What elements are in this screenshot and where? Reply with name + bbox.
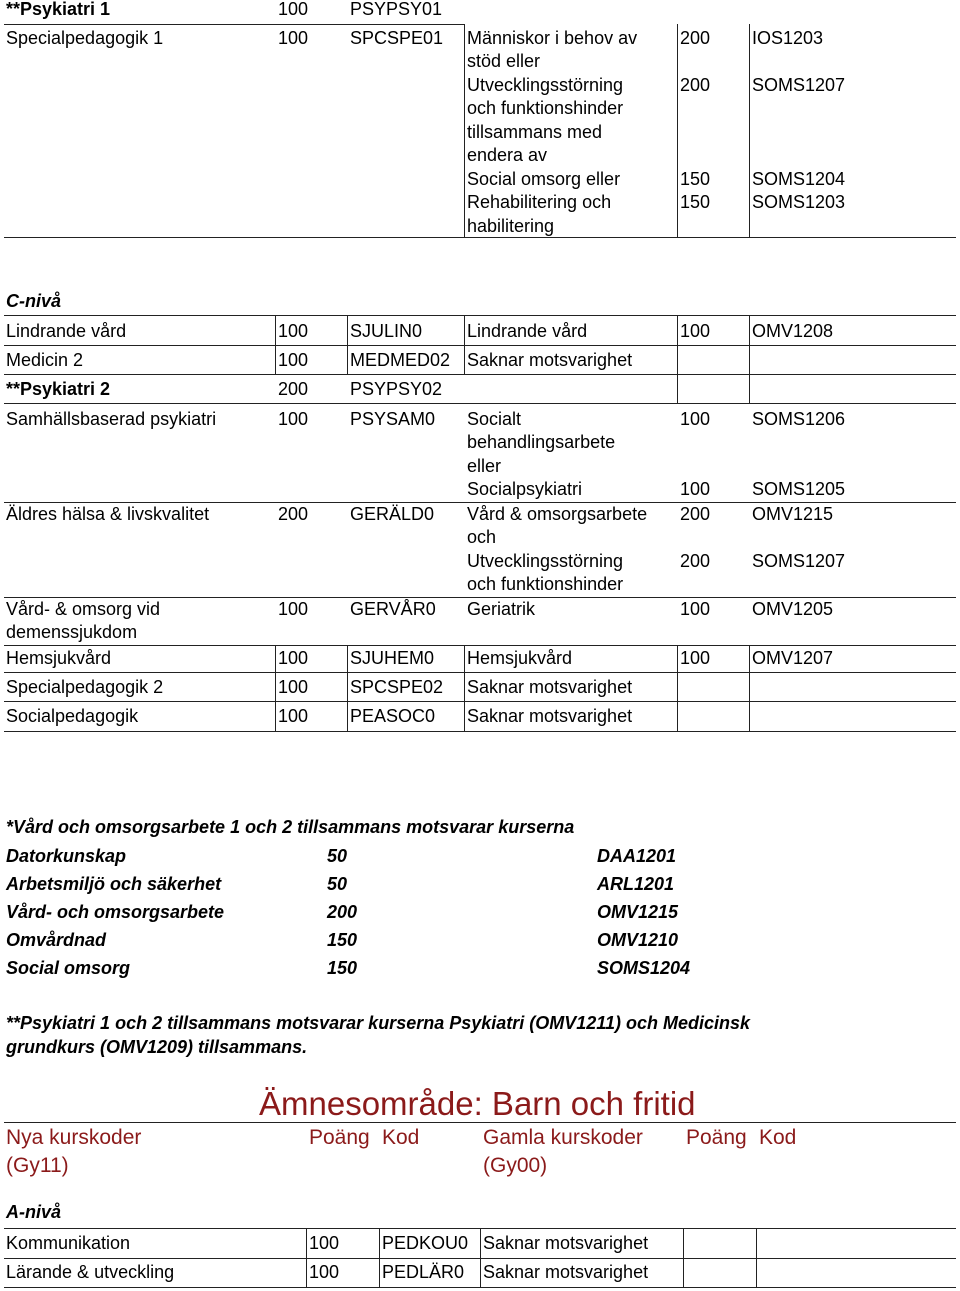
course-code: PSYSAM0 (350, 409, 436, 429)
course-code: PEDKOU0 (382, 1233, 469, 1253)
course-code: SPCSPE02 (350, 677, 444, 697)
course-name: Samhällsbaserad psykiatri (6, 409, 217, 429)
course-points: 100 (278, 648, 309, 668)
note-course-points: 50 (327, 846, 348, 866)
row-divider (4, 672, 956, 673)
col-divider (749, 315, 750, 403)
course-code: SJUHEM0 (350, 648, 435, 668)
old-course-code: SOMS1203 (752, 192, 846, 212)
course-name: Socialpedagogik (6, 706, 139, 726)
course-name: **Psykiatri 1 (6, 0, 111, 19)
header-code: Kod (382, 1126, 420, 1149)
course-points: 200 (278, 504, 309, 524)
old-course-line: behandlingsarbete (467, 432, 616, 452)
old-course-code: IOS1203 (752, 28, 824, 48)
course-name: Specialpedagogik 1 (6, 28, 164, 48)
old-course: Saknar motsvarighet (467, 677, 633, 697)
old-course-points: 150 (680, 169, 711, 189)
note-course-code: SOMS1204 (597, 958, 691, 978)
course-code: PSYPSY02 (350, 379, 443, 399)
level-heading: C-nivå (6, 291, 62, 311)
header-old-courses: (Gy00) (483, 1154, 548, 1177)
course-name: Medicin 2 (6, 350, 84, 370)
col-divider (275, 315, 276, 374)
old-course-line: stöd eller (467, 51, 541, 71)
header-points: Poäng (309, 1126, 370, 1149)
col-divider (480, 1228, 481, 1287)
old-course-line: Vård & omsorgsarbete (467, 504, 648, 524)
old-course-points: 100 (680, 599, 711, 619)
header-old-points: Poäng (686, 1126, 747, 1149)
old-course-code: SOMS1207 (752, 551, 846, 571)
old-course: Lindrande vård (467, 321, 588, 341)
header-new-courses: (Gy11) (6, 1154, 69, 1177)
col-divider (275, 645, 276, 731)
note-course-code: OMV1210 (597, 930, 679, 950)
old-course: Saknar motsvarighet (467, 350, 633, 370)
note-course-name: Social omsorg (6, 958, 131, 978)
old-course-line: och funktionshinder (467, 98, 624, 118)
old-course: Saknar motsvarighet (483, 1262, 649, 1282)
old-course-line: habilitering (467, 216, 555, 236)
course-points: 100 (278, 706, 309, 726)
course-points: 100 (309, 1233, 340, 1253)
course-name-line: demenssjukdom (6, 622, 138, 642)
old-course-points: 200 (680, 551, 711, 571)
course-code: GERVÅR0 (350, 599, 436, 619)
course-points: 100 (278, 321, 309, 341)
old-course: Saknar motsvarighet (483, 1233, 649, 1253)
col-divider (306, 1228, 307, 1287)
row-divider (4, 701, 956, 702)
course-name-line: Vård- & omsorg vid (6, 599, 161, 619)
note-course-points: 50 (327, 874, 348, 894)
old-course-line: och (467, 527, 497, 547)
row-divider (4, 374, 956, 375)
note-line: **Psykiatri 1 och 2 tillsammans motsvarar kurserna Psykiatri (OMV1211) och Medicinsk (6, 1013, 751, 1033)
course-points: 100 (278, 599, 309, 619)
old-course-points: 100 (680, 409, 711, 429)
row-divider (4, 645, 956, 646)
row-divider (4, 1122, 956, 1123)
old-course-points: 100 (680, 479, 711, 499)
course-points: 100 (278, 28, 309, 48)
note-course-code: ARL1201 (597, 874, 675, 894)
old-course-code: SOMS1205 (752, 479, 846, 499)
old-course: Geriatrik (467, 599, 536, 619)
col-divider (677, 315, 678, 403)
course-points: 100 (309, 1262, 340, 1282)
note-course-name: Datorkunskap (6, 846, 127, 866)
course-code: GERÄLD0 (350, 504, 435, 524)
col-divider (749, 645, 750, 731)
row-divider (4, 315, 956, 316)
old-course-line: Social omsorg eller (467, 169, 621, 189)
old-course-line: och funktionshinder (467, 574, 624, 594)
row-divider (4, 403, 956, 404)
col-divider (677, 645, 678, 731)
course-points: 200 (278, 379, 309, 399)
note-course-points: 150 (327, 930, 358, 950)
old-course-code: SOMS1206 (752, 409, 846, 429)
old-course-points: 100 (680, 321, 711, 341)
old-course-line: Socialt (467, 409, 522, 429)
note-course-code: OMV1215 (597, 902, 679, 922)
header-new-courses: Nya kurskoder (6, 1126, 142, 1149)
course-code: SPCSPE01 (350, 28, 444, 48)
old-course-code: OMV1205 (752, 599, 834, 619)
old-course: Hemsjukvård (467, 648, 573, 668)
col-divider (683, 1228, 684, 1287)
col-divider (464, 24, 465, 237)
row-divider (4, 237, 956, 238)
row-divider (4, 345, 956, 346)
note-course-points: 200 (327, 902, 358, 922)
course-name: Lindrande vård (6, 321, 127, 341)
row-divider (4, 1287, 956, 1288)
header-old-code: Kod (759, 1126, 797, 1149)
course-points: 100 (278, 409, 309, 429)
old-course-points: 200 (680, 504, 711, 524)
col-divider (379, 1228, 380, 1287)
col-divider (464, 315, 465, 374)
old-course-code: SOMS1207 (752, 75, 846, 95)
col-divider (749, 24, 750, 237)
note-line: grundkurs (OMV1209) tillsammans. (6, 1037, 308, 1057)
row-divider (4, 731, 956, 732)
course-name: Lärande & utveckling (6, 1262, 175, 1282)
old-course-code: OMV1208 (752, 321, 834, 341)
course-code: PEDLÄR0 (382, 1262, 465, 1282)
level-heading: A-nivå (6, 1202, 62, 1222)
old-course-points: 200 (680, 75, 711, 95)
old-course-line: Rehabilitering och (467, 192, 612, 212)
course-code: PSYPSY01 (350, 0, 443, 19)
note-heading: *Vård och omsorgsarbete 1 och 2 tillsammans motsvarar kurserna (6, 817, 575, 837)
old-course-line: endera av (467, 145, 548, 165)
col-divider (756, 1228, 757, 1287)
note-course-points: 150 (327, 958, 358, 978)
old-course-points: 100 (680, 648, 711, 668)
subject-area-title: Ämnesområde: Barn och fritid (259, 1085, 696, 1122)
course-name: Hemsjukvård (6, 648, 112, 668)
col-divider (464, 645, 465, 731)
course-name: Äldres hälsa & livskvalitet (6, 504, 210, 524)
old-course-line: Människor i behov av (467, 28, 638, 48)
note-course-name: Omvårdnad (6, 930, 107, 950)
course-code: PEASOC0 (350, 706, 436, 726)
course-code: SJULIN0 (350, 321, 423, 341)
course-name: **Psykiatri 2 (6, 379, 111, 399)
old-course-line: tillsammans med (467, 122, 603, 142)
old-course-code: SOMS1204 (752, 169, 846, 189)
old-course: Saknar motsvarighet (467, 706, 633, 726)
note-course-code: DAA1201 (597, 846, 677, 866)
old-course-points: 150 (680, 192, 711, 212)
old-course-line: Utvecklingsstörning (467, 75, 624, 95)
old-course: Socialpsykiatri (467, 479, 583, 499)
old-course-line: Utvecklingsstörning (467, 551, 624, 571)
col-divider (347, 645, 348, 731)
row-divider (4, 24, 464, 25)
header-old-courses: Gamla kurskoder (483, 1126, 643, 1149)
course-points: 100 (278, 0, 309, 19)
course-points: 100 (278, 350, 309, 370)
old-course-line: eller (467, 456, 502, 476)
col-divider (347, 315, 348, 374)
old-course-points: 200 (680, 28, 711, 48)
old-course-code: OMV1215 (752, 504, 834, 524)
old-course-code: OMV1207 (752, 648, 834, 668)
course-points: 100 (278, 677, 309, 697)
col-divider (677, 24, 678, 237)
course-name: Specialpedagogik 2 (6, 677, 164, 697)
course-name: Kommunikation (6, 1233, 131, 1253)
course-code: MEDMED02 (350, 350, 451, 370)
note-course-name: Vård- och omsorgsarbete (6, 902, 225, 922)
note-course-name: Arbetsmiljö och säkerhet (6, 874, 222, 894)
